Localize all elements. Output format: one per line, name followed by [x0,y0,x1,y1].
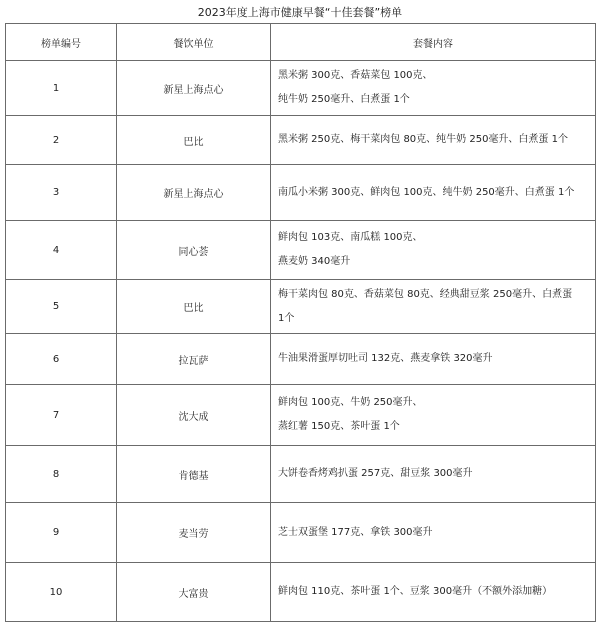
rank-number: 5 [6,280,117,334]
rank-number: 10 [6,563,117,622]
rank-number: 2 [6,116,117,165]
table-row [6,385,596,446]
meal-content [271,385,596,446]
restaurant-name: 麦当劳 [117,503,271,563]
meal-line: 纯牛奶 250毫升、白煮蛋 1个 [278,94,410,105]
meal-content [271,221,596,280]
rank-number: 8 [6,446,117,503]
table-row [6,221,596,280]
meal-line: 梅干菜肉包 80克、香菇菜包 80克、经典甜豆浆 250毫升、白煮蛋 [278,288,573,300]
restaurant-name: 拉瓦萨 [117,334,271,385]
table-row [6,280,596,334]
page-title: 2023年度上海市健康早餐“十佳套餐”榜单 [197,6,403,19]
header-meal-content: 套餐内容 [271,24,596,61]
table-row [6,116,596,165]
meal-line: 芝士双蛋堡 177克、拿铁 300毫升 [278,526,433,538]
breakfast-ranking-table [5,23,596,622]
meal-content [271,116,596,165]
meal-line: 南瓜小米粥 300克、鲜肉包 100克、纯牛奶 250毫升、白煮蛋 1个 [278,186,575,198]
meal-content [271,165,596,221]
restaurant-name: 新星上海点心 [117,165,271,221]
table-row [6,446,596,503]
table-row [6,563,596,622]
meal-content [271,503,596,563]
meal-content [271,280,596,334]
restaurant-name: 肯德基 [117,446,271,503]
meal-content [271,334,596,385]
restaurant-name: 巴比 [117,116,271,165]
rank-number: 9 [6,503,117,563]
table-header-row [6,24,596,61]
restaurant-name: 大富贵 [117,563,271,622]
rank-number: 3 [6,165,117,221]
rank-number: 6 [6,334,117,385]
table-row [6,334,596,385]
meal-line: 燕麦奶 340毫升 [278,256,351,267]
header-rank-number: 榜单编号 [6,24,117,61]
meal-line: 鲜肉包 103克、南瓜糕 100克、 [278,232,423,243]
meal-content [271,446,596,503]
meal-line: 蒸红薯 150克、茶叶蛋 1个 [278,421,400,432]
rank-number: 1 [6,61,117,116]
meal-content [271,563,596,622]
meal-line: 大饼卷香烤鸡扒蛋 257克、甜豆浆 300毫升 [278,468,473,479]
meal-line: 鲜肉包 100克、牛奶 250毫升、 [278,397,423,408]
meal-line: 牛油果滑蛋厚切吐司 132克、燕麦拿铁 320毫升 [278,353,493,364]
meal-line: 鲜肉包 110克、茶叶蛋 1个、豆浆 300毫升（不额外添加糖） [278,586,553,597]
restaurant-name: 新星上海点心 [117,61,271,116]
meal-line: 黑米粥 300克、香菇菜包 100克、 [278,70,433,81]
meal-content [271,61,596,116]
restaurant-name: 沈大成 [117,385,271,446]
table-row [6,61,596,116]
meal-line: 1个 [278,312,295,324]
rank-number: 7 [6,385,117,446]
restaurant-name: 同心荟 [117,221,271,280]
rank-number: 4 [6,221,117,280]
restaurant-name: 巴比 [117,280,271,334]
meal-line: 黑米粥 250克、梅干菜肉包 80克、纯牛奶 250毫升、白煮蛋 1个 [278,134,568,145]
table-row [6,503,596,563]
table-row [6,165,596,221]
header-restaurant: 餐饮单位 [117,24,271,61]
